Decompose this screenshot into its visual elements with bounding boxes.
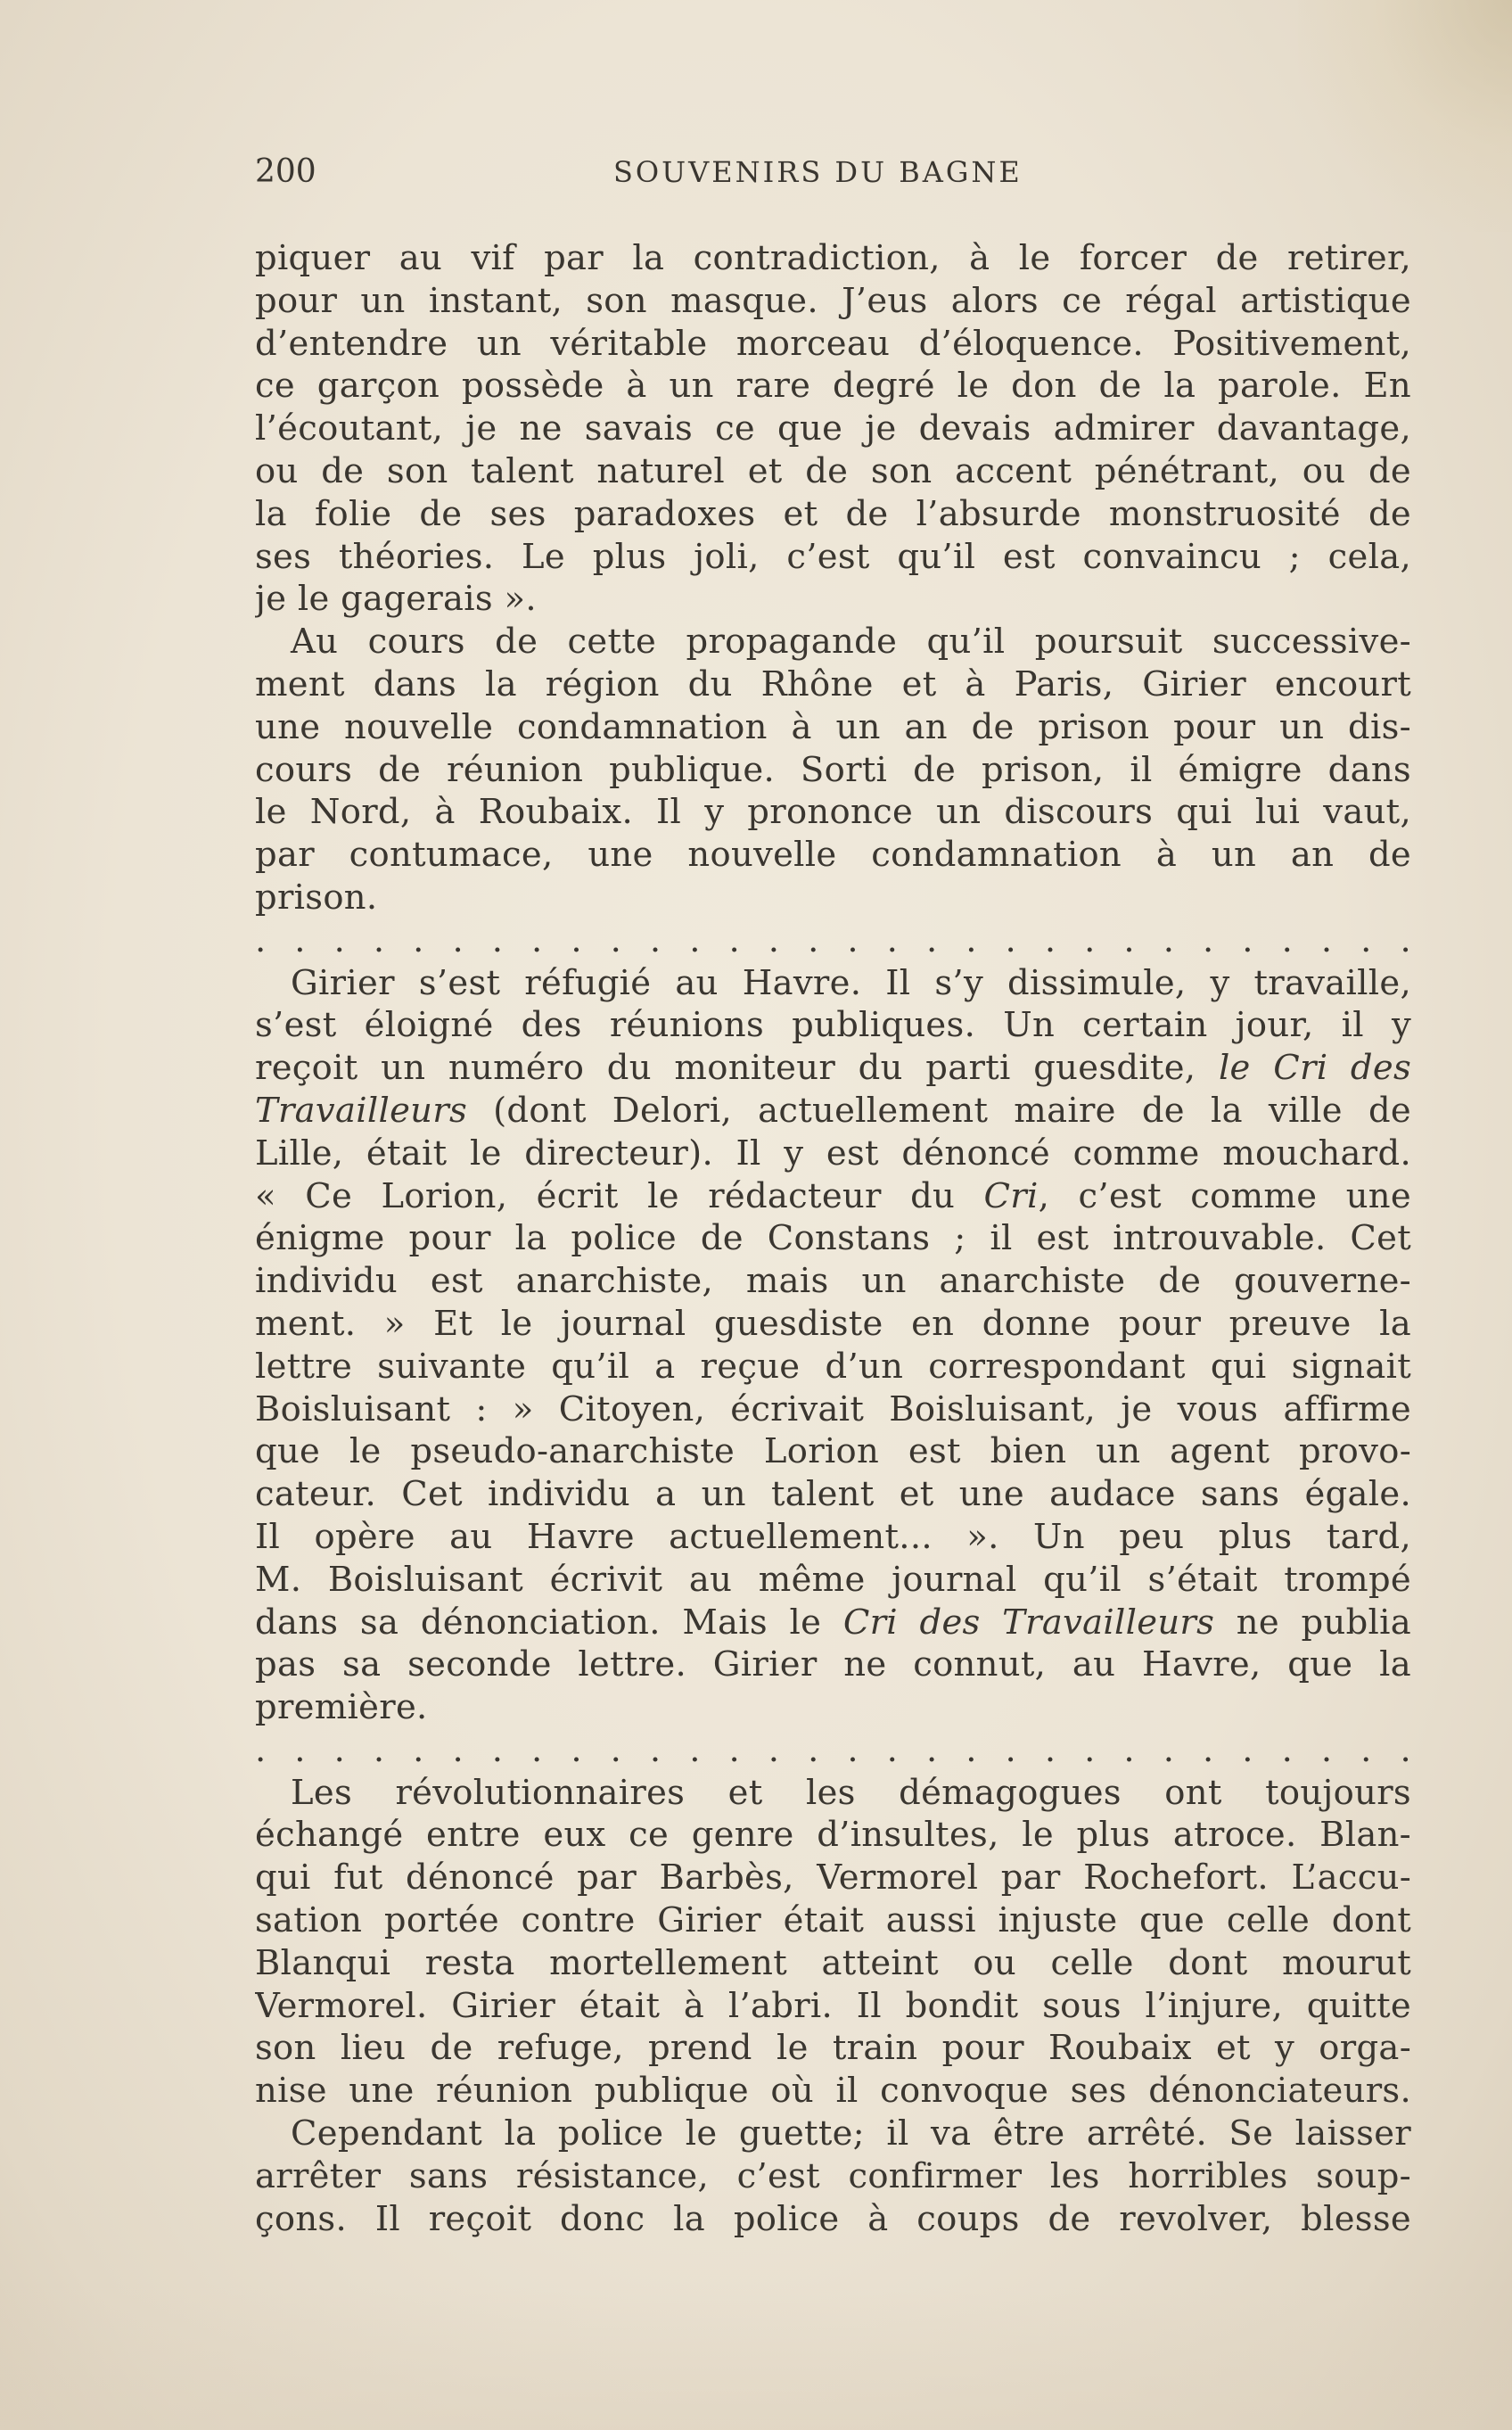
text-line: Boisluisant : » Citoyen, écrivait Boisluisant, je vous affirme <box>255 1388 1411 1429</box>
text-line: individu est anarchiste, mais un anarchiste de gouverne- <box>255 1261 1411 1302</box>
text-line <box>255 1090 1411 1133</box>
text-line: prison. <box>255 877 378 918</box>
text-line: que le pseudo-anarchiste Lorion est bien un agent provo- <box>255 1431 1411 1472</box>
text-line: l’écoutant, je ne savais ce que je devais admirer davantage, <box>255 408 1411 449</box>
text-line: son lieu de refuge, prend le train pour Roubaix et y orga- <box>255 2028 1411 2069</box>
text-line: cours de réunion publique. Sorti de prison, il émigre dans <box>255 749 1411 790</box>
text-line: çons. Il reçoit donc la police à coups de revolver, blesse <box>255 2198 1411 2239</box>
text-line: échangé entre eux ce genre d’insultes, le plus atroce. Blan- <box>255 1815 1411 1856</box>
text-line: piquer au vif par la contradiction, à le forcer de retirer, <box>255 238 1411 278</box>
text-line: par contumace, une nouvelle condamnation à un an de <box>255 835 1411 876</box>
newspaper-title: Cri <box>983 1175 1039 1216</box>
text-line <box>255 1047 1411 1090</box>
text-line: ses théories. Le plus joli, c’est qu’il est convaincu ; cela, <box>255 536 1411 577</box>
text-line: Girier s’est réfugié au Havre. Il s’y dissimule, y travaille, <box>291 962 1411 1003</box>
text-line: Blanqui resta mortellement atteint ou celle dont mourut <box>255 1942 1411 1983</box>
text-line: je le gagerais ». <box>255 579 537 620</box>
text-line: s’est éloigné des réunions publiques. Un certain jour, il y <box>255 1005 1411 1046</box>
text-line: ment dans la région du Rhône et à Paris, Girier encourt <box>255 663 1411 704</box>
text-line: Au cours de cette propagande qu’il poursuit successive- <box>291 622 1411 663</box>
text-line: Lille, était le directeur). Il y est dénoncé comme mouchard. <box>255 1133 1411 1174</box>
text-line: Les révolutionnaires et les démagogues ont toujours <box>291 1772 1411 1813</box>
paper-shadow <box>0 2287 1512 2430</box>
text-span: , c’est comme une <box>1038 1175 1411 1216</box>
text-line: arrêter sans résistance, c’est confirmer les horribles soup- <box>255 2155 1411 2196</box>
text-line: d’entendre un véritable morceau d’éloquence. Positivement, <box>255 323 1411 364</box>
text-line: pour un instant, son masque. J’eus alors ce régal artistique <box>255 280 1411 321</box>
text-span: ne publia <box>1214 1602 1411 1643</box>
text-line: sation portée contre Girier était aussi injuste que celle dont <box>255 1900 1411 1941</box>
text-span: dans sa dénonciation. Mais le <box>255 1602 843 1643</box>
text-line: lettre suivante qu’il a reçue d’un correspondant qui signait <box>255 1346 1411 1387</box>
body-text <box>255 237 1411 2240</box>
text-span: « Ce Lorion, écrit le rédacteur du <box>255 1175 984 1216</box>
text-line: Cependant la police le guette; il va être arrêté. Se laisser <box>291 2113 1411 2154</box>
text-line: une nouvelle condamnation à un an de prison pour un dis- <box>255 706 1411 747</box>
text-line: le Nord, à Roubaix. Il y prononce un discours qui lui vaut, <box>255 792 1411 833</box>
text-line: Vermorel. Girier était à l’abri. Il bondit sous l’injure, quitte <box>255 1985 1411 2026</box>
text-line: ment. » Et le journal guesdiste en donne pour preuve la <box>255 1303 1411 1344</box>
newspaper-title: Travailleurs <box>255 1090 468 1131</box>
text-line: cateur. Cet individu a un talent et une audace sans égale. <box>255 1474 1411 1515</box>
text-line: ce garçon possède à un rare degré le don de la parole. En <box>255 366 1411 407</box>
running-title: SOUVENIRS DU BAGNE <box>613 155 1023 189</box>
text-line: M. Boisluisant écrivit au même journal qu’il s’était trompé <box>255 1559 1411 1600</box>
text-line: la folie de ses paradoxes et de l’absurde monstruosité de <box>255 493 1411 534</box>
section-separator: . . . . . . . . . . . . . . . . . . . . . . . . . . . . . . <box>255 919 1411 960</box>
text-line: première. <box>255 1687 428 1728</box>
text-line: nise une réunion publique où il convoque ses dénonciateurs. <box>255 2071 1411 2112</box>
text-line: ou de son talent naturel et de son accent pénétrant, ou de <box>255 450 1411 491</box>
text-line <box>255 1175 1411 1218</box>
text-span: (dont Delori, actuellement maire de la ville de <box>467 1090 1411 1131</box>
newspaper-title: le Cri des <box>1218 1048 1411 1089</box>
text-line: qui fut dénoncé par Barbès, Vermorel par Rochefort. L’accu- <box>255 1858 1411 1899</box>
section-separator: . . . . . . . . . . . . . . . . . . . . . . . . . . . . . . <box>255 1729 1411 1770</box>
text-span: reçoit un numéro du moniteur du parti guesdite, <box>255 1048 1219 1089</box>
text-line <box>255 1602 1411 1644</box>
running-head <box>255 153 1414 196</box>
newspaper-title: Cri des Travailleurs <box>842 1602 1215 1643</box>
text-line: pas sa seconde lettre. Girier ne connut, au Havre, que la <box>255 1644 1411 1685</box>
page-number: 200 <box>255 153 316 190</box>
paper-stain <box>1298 0 1512 232</box>
text-line: Il opère au Havre actuellement... ». Un peu plus tard, <box>255 1516 1411 1557</box>
text-line: énigme pour la police de Constans ; il est introuvable. Cet <box>255 1218 1411 1259</box>
